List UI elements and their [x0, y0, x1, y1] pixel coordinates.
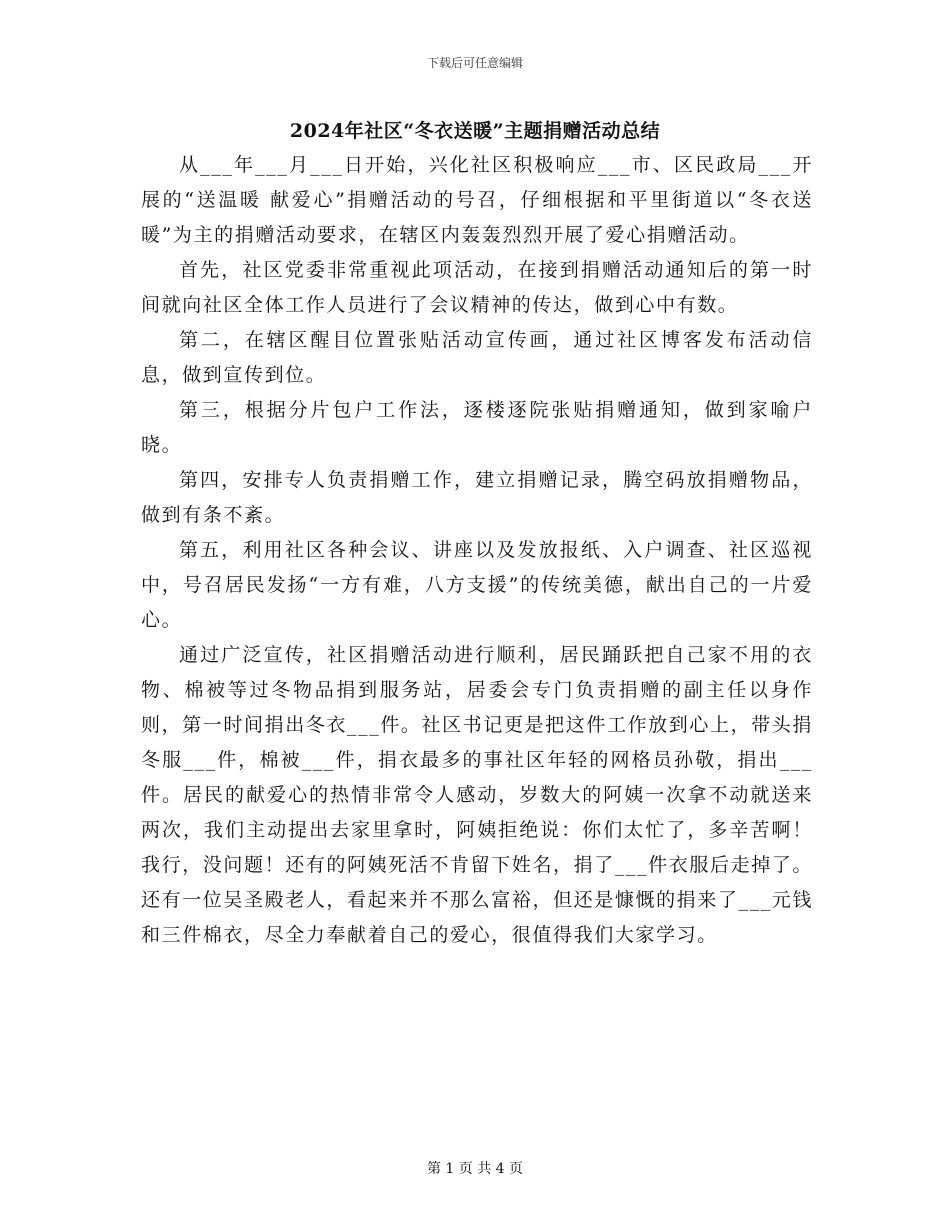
paragraph: 通过广泛宣传，社区捐赠活动进行顺利，居民踊跃把自己家不用的衣物、棉被等过冬物品捐到服务站，居委会专门负责捐赠的副主任以身作则，第一时间捐出冬衣___件。社区书记更是把这件工作放到心上，带头捐冬服___件，棉被___件，捐衣最多的事社区年轻的网格员孙敬，捐出___件。居民的献爱心的热情非常令人感动，岁数大的阿姨一次拿不动就送来两次，我们主动提出去家里拿时，阿姨拒绝说：你们太忙了，多辛苦啊！我行，没问题！还有的阿姨死活不肯留下姓名，捐了___件衣服后走掉了。还有一位吴圣殿老人，看起来并不那么富裕，但还是慷慨的捐来了___元钱和三件棉衣，尽全力奉献着自己的爱心，很值得我们大家学习。 — [141, 644, 813, 946]
paragraph: 第五，利用社区各种会议、讲座以及发放报纸、入户调查、社区巡视中，号召居民发扬“一方有难，八方支援”的传统美德，献出自己的一片爱心。 — [141, 539, 813, 631]
paragraph: 首先，社区党委非常重视此项活动，在接到捐赠活动通知后的第一时间就向社区全体工作人员进行了会议精神的传达，做到心中有数。 — [141, 259, 813, 316]
paragraph: 从___年___月___日开始，兴化社区积极响应___市、区民政局___开展的“送温暖 献爱心”捐赠活动的号召，仔细根据和平里街道以“冬衣送暖”为主的捐赠活动要求，在辖区内轰轰烈烈开展了爱心捐赠活动。 — [141, 154, 813, 246]
document-body — [141, 148, 813, 953]
page-footer: 第 1 页 共 4 页 — [426, 1161, 524, 1177]
document-title: 2024年社区“冬衣送暖”主题捐赠活动总结 — [289, 120, 661, 142]
paragraph: 第二，在辖区醒目位置张贴活动宣传画，通过社区博客发布活动信息，做到宣传到位。 — [141, 329, 813, 386]
paragraph: 第三，根据分片包户工作法，逐楼逐院张贴捐赠通知，做到家喻户晓。 — [141, 399, 813, 456]
page-header: 下载后可任意编辑 — [426, 56, 523, 70]
paragraph: 第四，安排专人负责捐赠工作，建立捐赠记录，腾空码放捐赠物品，做到有条不紊。 — [141, 469, 813, 526]
